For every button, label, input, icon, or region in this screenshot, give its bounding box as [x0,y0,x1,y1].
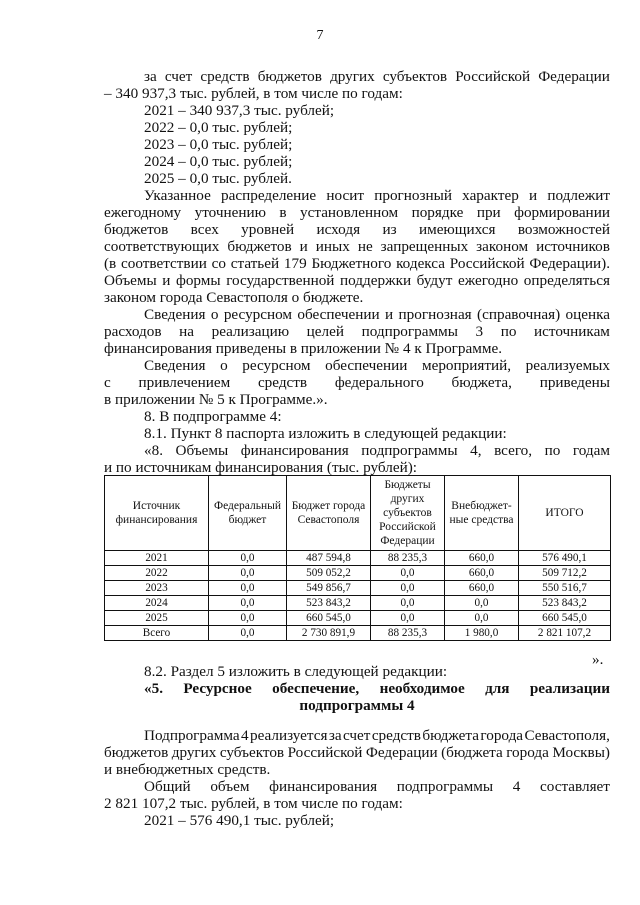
table-cell: 550 516,7 [519,581,611,596]
text-line [144,778,610,795]
word: необходимое [379,680,465,697]
word: формы [176,272,221,289]
word: соответствии [121,255,207,272]
word: подлежит [547,187,610,204]
word: средств [257,374,308,391]
word: и [385,306,394,323]
text-line [144,306,610,323]
word: по [544,442,561,459]
word: города [480,727,524,744]
word: ресурсном [223,306,293,323]
text-line [104,272,610,289]
word: Сведения [144,357,206,374]
word: уточнению [194,204,266,221]
word: Подпрограмма [144,727,240,744]
word: «8. [144,442,163,459]
word: бюджетов [104,744,169,761]
word: 179 [283,255,307,272]
word: Российской [455,68,531,85]
word: бюджетов [227,238,292,255]
word: Объемы [104,272,157,289]
word: всех [190,221,219,238]
word: источникам [534,323,610,340]
word: подпрограммы [396,778,494,795]
word: определяться [523,272,610,289]
text-line: 2024 – 0,0 тыс. рублей; [144,153,293,170]
table-row [105,566,611,581]
financing-table [104,475,611,641]
word: бюджета [422,727,479,744]
text-line: законом города Севастополя о бюджете. [104,289,364,306]
column-header: Бюджеты других субъектов Российской Федерации [371,476,445,551]
table-cell: 0,0 [371,581,445,596]
text-line: 8. В подпрограмме 4: [144,408,282,425]
word: целей [306,323,344,340]
text-line: 2022 – 0,0 тыс. рублей; [144,119,293,136]
word: ресурсном [242,357,311,374]
word: имеющихся [418,221,496,238]
word: субъектов [219,744,285,761]
word: возможностей [517,221,610,238]
word: в [279,204,287,221]
word: будут [416,272,453,289]
word: (справочная) [477,306,561,323]
column-header: Источник финансирования [105,476,209,551]
table-header-row [105,476,611,551]
word: 3 [475,323,484,340]
word: ежегодно [457,272,519,289]
column-header: Бюджет города Севастополя [287,476,371,551]
word: реализации [529,680,610,697]
text-line [104,204,610,221]
text-line: 2021 – 576 490,1 тыс. рублей; [144,812,335,829]
word: всего, [494,442,533,459]
text-line: финансирования приведены в приложении № 4 к Программе. [104,340,502,357]
word: Москвы) [552,744,610,761]
word: о [210,306,219,323]
word: из [382,221,397,238]
table-cell: 2025 [105,611,209,626]
word: федерального [334,374,424,391]
text-line: – 340 937,3 тыс. рублей, в том числе по годам: [104,85,403,102]
word: счет [164,68,193,85]
word: исходя [316,221,361,238]
text-line [144,187,610,204]
table-cell: 2 821 107,2 [519,626,611,641]
word: 4 [512,778,521,795]
word: уровней [241,221,295,238]
word: реализуется [249,727,328,744]
word: (в [104,255,117,272]
word: реализуемых [525,357,610,374]
text-line: 2025 – 0,0 тыс. рублей. [144,170,292,187]
table-cell: 509 712,2 [519,566,611,581]
word: за [328,727,342,744]
word: порядке [411,204,464,221]
word: Севастополя, [524,727,610,744]
word: Бюджетного [311,255,392,272]
word: на [179,323,195,340]
table-cell: 0,0 [209,626,287,641]
word: не [357,238,373,255]
word: объем [210,778,250,795]
table-cell: 0,0 [209,581,287,596]
word: привлечением [138,374,231,391]
table-row [105,611,611,626]
table-cell: 0,0 [209,551,287,566]
word: Российской [449,255,525,272]
word: бюджетов [257,68,322,85]
word: других [171,744,217,761]
word: формировании [514,204,610,221]
table-cell: 549 856,7 [287,581,371,596]
word: средств [200,68,250,85]
text-line [104,221,610,238]
text-line [144,727,610,744]
table-total-row [105,626,611,641]
word: запрещенных [380,238,469,255]
word: других [330,68,375,85]
word: годам [572,442,610,459]
word: Федерации [538,68,610,85]
word: за [144,68,157,85]
text-line: и внебюджетных средств. [104,761,271,778]
table-cell: 576 490,1 [519,551,611,566]
table-cell: Всего [105,626,209,641]
table-cell: 2023 [105,581,209,596]
text-line: 2021 – 340 937,3 тыс. рублей; [144,102,335,119]
section-heading: подпрограммы 4 [299,697,415,714]
text-line [104,374,610,391]
word: статьей [230,255,280,272]
word: Объемы [175,442,229,459]
word: города [506,744,549,761]
text-line: 8.1. Пункт 8 паспорта изложить в следующей редакции: [144,425,507,442]
table-cell: 660,0 [445,581,519,596]
word: источников [536,238,610,255]
word: распределение [221,187,317,204]
text-line [104,323,610,340]
word: субъектов [382,68,448,85]
text-line [144,442,610,459]
word: со [211,255,226,272]
word: Федерации). [529,255,610,272]
table-cell: 0,0 [445,611,519,626]
word: финансирования [269,778,378,795]
column-header: Федеральный бюджет [209,476,287,551]
word: Ресурсное [183,680,252,697]
table-cell: 2 730 891,9 [287,626,371,641]
table-row [105,581,611,596]
table-cell: 2022 [105,566,209,581]
table-cell: 0,0 [209,611,287,626]
table-row [105,596,611,611]
table-cell: 1 980,0 [445,626,519,641]
word: государственной [226,272,335,289]
text-line: 8.2. Раздел 5 изложить в следующей редакции: [144,663,448,680]
table-cell: 0,0 [209,596,287,611]
table-cell: 88 235,3 [371,551,445,566]
word: установленном [300,204,399,221]
word: счет [342,727,371,744]
word: соответствующих [104,238,220,255]
word: средств [371,727,421,744]
word: и [299,238,308,255]
page-number: 7 [316,28,324,43]
column-header: Внебюджет-ные средства [445,476,519,551]
word: обеспечение, [272,680,360,697]
word: «5. [144,680,163,697]
table-cell: 0,0 [371,611,445,626]
table-cell: 0,0 [371,566,445,581]
word: кодекса [396,255,445,272]
text-line [104,255,610,272]
table-cell: 487 594,8 [287,551,371,566]
word: Сведения [144,306,206,323]
word: ежегодному [104,204,182,221]
table-cell: 660,0 [445,551,519,566]
word: Российской [287,744,363,761]
word: оценка [565,306,610,323]
word: и [529,187,538,204]
word: расходов [104,323,162,340]
word: Общий [144,778,191,795]
text-line [104,744,610,761]
table-cell: 0,0 [209,566,287,581]
table-cell: 0,0 [371,596,445,611]
word: иных [315,238,350,255]
text-line: 2023 – 0,0 тыс. рублей; [144,136,293,153]
table-row [105,551,611,566]
word: при [476,204,501,221]
text-line [144,357,610,374]
word: для [485,680,510,697]
word: о [220,357,228,374]
quote-close: ». [592,651,604,668]
word: прогнозная [398,306,472,323]
word: Федерации [365,744,438,761]
word: Указанное [144,187,211,204]
table-cell: 2021 [105,551,209,566]
table-cell: 0,0 [445,596,519,611]
section-heading [144,680,610,697]
word: по [500,323,517,340]
table-cell: 660 545,0 [519,611,611,626]
word: (бюджета [441,744,503,761]
text-line: и по источникам финансирования (тыс. рублей): [104,459,418,476]
table-cell: 523 843,2 [519,596,611,611]
word: носит [326,187,364,204]
word: приведены [539,374,610,391]
word: прогнозный [374,187,452,204]
table-cell: 660 545,0 [287,611,371,626]
text-line [104,238,610,255]
word: реализацию [211,323,290,340]
word: финансирования [240,442,349,459]
word: бюджетов [104,221,169,238]
word: обеспечении [325,357,408,374]
word: бюджета, [451,374,512,391]
text-line: 2 821 107,2 тыс. рублей, в том числе по годам: [104,795,403,812]
table-cell: 660,0 [445,566,519,581]
column-header: ИТОГО [519,476,611,551]
word: подпрограммы [361,323,458,340]
text-line: в приложении № 5 к Программе.». [104,391,328,408]
word: характер [462,187,519,204]
table-cell: 509 052,2 [287,566,371,581]
word: поддержки [340,272,412,289]
table-cell: 523 843,2 [287,596,371,611]
word: обеспечении [297,306,380,323]
word: и [162,272,171,289]
word: 4 [240,727,249,744]
text-line [144,68,610,85]
word: подпрограммы [361,442,458,459]
word: мероприятий, [421,357,512,374]
table-cell: 2024 [105,596,209,611]
word: составляет [540,778,610,795]
table-cell: 88 235,3 [371,626,445,641]
word: законом [476,238,529,255]
word: с [104,374,111,391]
word: 4, [470,442,482,459]
